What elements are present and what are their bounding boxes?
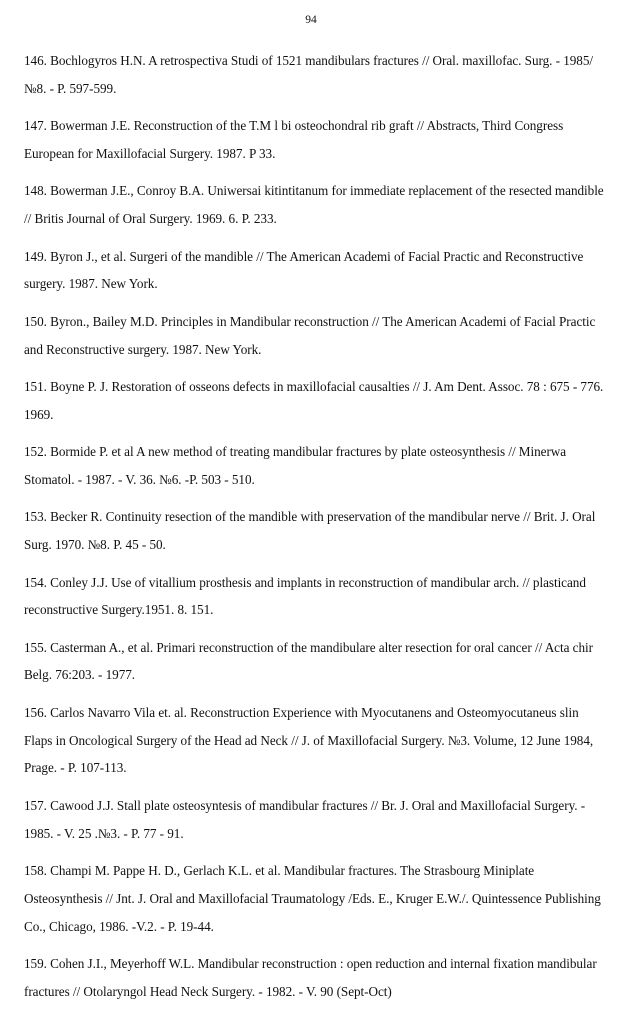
reference-item: 153. Becker R. Continuity resection of the mandible with preservation of the mandibular nerve // Brit. J. Oral Surg. 1970. №8. P. 45 - 50. xyxy=(24,509,596,553)
reference-item: 154. Conley J.J. Use of vitallium prosthesis and implants in reconstruction of mandibular arch. // plasticand reconstructive Surgery.1951. 8. 151. xyxy=(24,574,586,618)
reference-item: 147. Bowerman J.E. Reconstruction of the T.M l bi osteochondral rib graft // Abstracts, Third Congress European for Maxillofacial Surgery. 1987. P 33. xyxy=(24,118,564,161)
reference-item: 151. Boyne P. J. Restoration of osseons defects in maxillofacial causalties // J. Am Dent. Assoc. 78 : 675 - 776. 1969. xyxy=(24,378,604,422)
reference-item: 157. Cawood J.J. Stall plate osteosyntesis of mandibular fractures // Br. J. Oral and Maxillofacial Surgery. - 1985. - V. 25 .№3. - P. 77 - 91. xyxy=(24,797,586,841)
reference-item: 156. Carlos Navarro Vila et. al. Reconstruction Experience with Myocutanens and Osteomyocutaneus slin Flaps in Oncological Surgery of the Head ad Neck // J. of Maxillofacial Surgery. №3. Volume, 12 June 1984, Prage. - P. 107-113. xyxy=(24,704,594,776)
reference-item: 148. Bowerman J.E., Conroy B.A. Uniwersai kitintitanum for immediate replacement of the resected mandible // Britis Journal of Oral Surgery. 1969. 6. P. 233. xyxy=(24,183,604,227)
reference-item: 150. Byron., Bailey M.D. Principles in Mandibular reconstruction // The American Academi of Facial Practic and Reconstructive surgery. 1987. New York. xyxy=(24,313,596,357)
reference-list xyxy=(24,47,604,1015)
reference-item: 146. Bochlogyros H.N. A retrospectiva Studi of 1521 mandibulars fractures // Oral. maxillofac. Surg. - 1985/ №8. - P. 597-599. xyxy=(24,53,594,96)
reference-item: 149. Byron J., et al. Surgeri of the mandible // The American Academi of Facial Practic and Reconstructive surgery. 1987. New York. xyxy=(24,248,584,292)
reference-item: 155. Casterman A., et al. Primari reconstruction of the mandibulare alter resection for oral cancer // Acta chir Belg. 76:203. - 1977. xyxy=(24,639,593,683)
reference-item: 158. Champi M. Pappe H. D., Gerlach K.L. et al. Mandibular fractures. The Strasbourg Miniplate Osteosynthesis // Jnt. J. Oral and Maxillofacial Traumatology /Eds. E., Kruger E.W./. Quintessence Publishing Co., Chicago, 1986. -V.2. - P. 19-44. xyxy=(24,863,601,934)
page-number: 94 xyxy=(305,14,317,26)
reference-item: 152. Bormide P. et al A new method of treating mandibular fractures by plate osteosynthesis // Minerwa Stomatol. - 1987. - V. 36. №6. -P. 503 - 510. xyxy=(24,444,567,487)
reference-item: 159. Cohen J.I., Meyerhoff W.L. Mandibular reconstruction : open reduction and internal fixation mandibular fractures // Otolaryngol Head Neck Surgery. - 1982. - V. 90 (Sept-Oct) xyxy=(24,956,597,999)
